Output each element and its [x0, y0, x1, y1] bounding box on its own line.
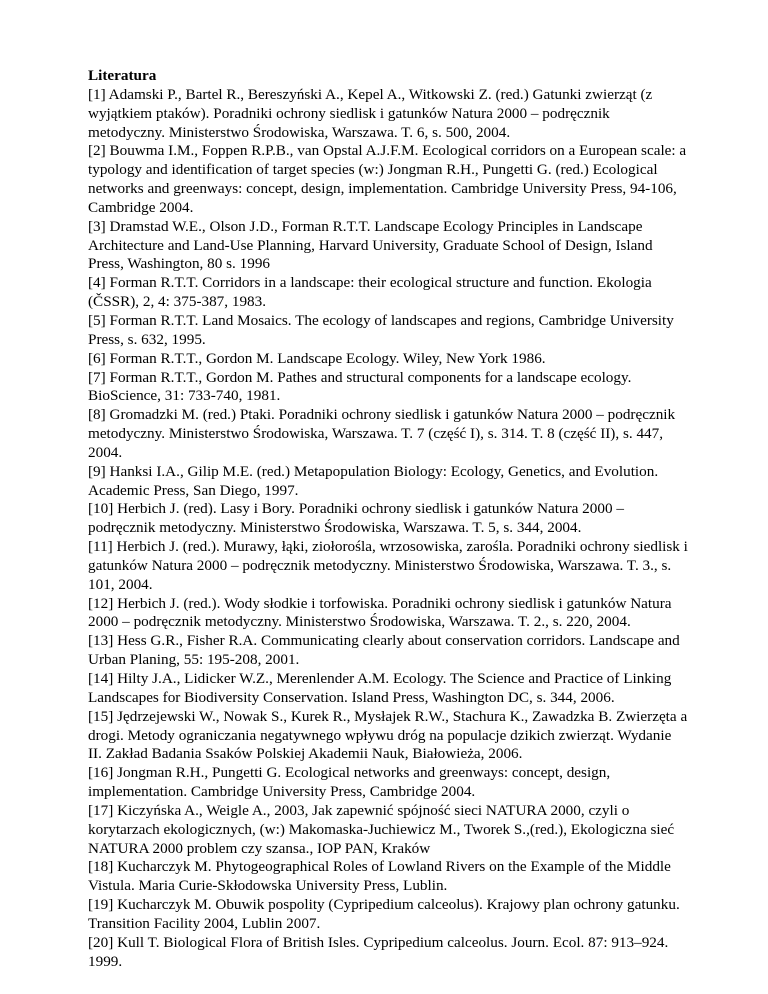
- reference-item-3: [3] Dramstad W.E., Olson J.D., Forman R.T.T. Landscape Ecology Principles in Landscape Architecture and Land-Use Planning, Harvard University, Graduate School of Design, Island Press, Washington, 80 s. 1996: [88, 217, 653, 273]
- reference-item-11: [11] Herbich J. (red.). Murawy, łąki, ziołorośla, wrzosowiska, zarośla. Poradniki ochrony siedlisk i gatunków Natura 2000 – podręcznik metodyczny. Ministerstwo Środowiska, Warszawa. T. 3., s. 101, 2004.: [88, 538, 688, 593]
- reference-item-4: [4] Forman R.T.T. Corridors in a landscape: their ecological structure and function. Ekologia (ČSSR), 2, 4: 375-387, 1983.: [88, 274, 652, 311]
- reference-item-12: [12] Herbich J. (red.). Wody słodkie i torfowiska. Poradniki ochrony siedlisk i gatunków Natura 2000 – podręcznik metodyczny. Ministerstwo Środowiska, Warszawa. T. 2., s. 220, 2004.: [88, 594, 672, 631]
- reference-item-1: [1] Adamski P., Bartel R., Bereszyński A., Kepel A., Witkowski Z. (red.) Gatunki zwierząt (z wyjątkiem ptaków). Poradniki ochrony siedlisk i gatunków Natura 2000 – podręcznik metodyczny. Ministerstwo Środowiska, Warszawa. T. 6, s. 500, 2004.: [88, 85, 653, 141]
- reference-item-9: [9] Hanksi I.A., Gilip M.E. (red.) Metapopulation Biology: Ecology, Genetics, and Evolution. Academic Press, San Diego, 1997.: [88, 462, 659, 499]
- reference-item-20: [20] Kull T. Biological Flora of British Isles. Cypripedium calceolus. Journ. Ecol. 87: 913–924. 1999.: [88, 933, 669, 970]
- reference-item-15: [15] Jędrzejewski W., Nowak S., Kurek R., Mysłajek R.W., Stachura K., Zawadzka B. Zwierzęta a drogi. Metody ograniczania negatywnego wpływu dróg na populacje dzikich zwierząt. Wydanie II. Zakład Badania Ssaków Polskiej Akademii Nauk, Białowieża, 2006.: [88, 707, 688, 763]
- reference-item-6: [6] Forman R.T.T., Gordon M. Landscape Ecology. Wiley, New York 1986.: [88, 349, 546, 367]
- reference-item-16: [16] Jongman R.H., Pungetti G. Ecological networks and greenways: concept, design, implementation. Cambridge University Press, Cambridge 2004.: [88, 764, 611, 801]
- reference-item-13: [13] Hess G.R., Fisher R.A. Communicating clearly about conservation corridors. Landscape and Urban Planing, 55: 195-208, 2001.: [88, 632, 680, 669]
- section-heading: Literatura: [88, 67, 157, 84]
- reference-item-14: [14] Hilty J.A., Lidicker W.Z., Merenlender A.M. Ecology. The Science and Practice of Linking Landscapes for Biodiversity Conservation. Island Press, Washington DC, s. 344, 2006.: [88, 670, 672, 706]
- reference-list: [88, 86, 688, 972]
- reference-item-5: [5] Forman R.T.T. Land Mosaics. The ecology of landscapes and regions, Cambridge University Press, s. 632, 1995.: [88, 311, 674, 348]
- reference-item-7: [7] Forman R.T.T., Gordon M. Pathes and structural components for a landscape ecology. BioScience, 31: 733-740, 1981.: [88, 368, 632, 405]
- reference-item-10: [10] Herbich J. (red). Lasy i Bory. Poradniki ochrony siedlisk i gatunków Natura 2000 – podręcznik metodyczny. Ministerstwo Środowiska, Warszawa. T. 5, s. 344, 2004.: [88, 500, 624, 537]
- document-page: [88, 67, 688, 972]
- reference-item-17: [17] Kiczyńska A., Weigle A., 2003, Jak zapewnić spójność sieci NATURA 2000, czyli o korytarzach ekologicznych, (w:) Makomaska-Juchiewicz M., Tworek S.,(red.), Ekologiczna sieć NATURA 2000 problem czy szansa., IOP PAN, Kraków: [88, 801, 675, 857]
- reference-item-18: [18] Kucharczyk M. Phytogeographical Roles of Lowland Rivers on the Example of the Middle Vistula. Maria Curie-Skłodowska University Press, Lublin.: [88, 858, 671, 895]
- reference-item-8: [8] Gromadzki M. (red.) Ptaki. Poradniki ochrony siedlisk i gatunków Natura 2000 – podręcznik metodyczny. Ministerstwo Środowiska, Warszawa. T. 7 (część I), s. 314. T. 8 (część II), s. 447, 2004.: [88, 406, 676, 461]
- reference-item-19: [19] Kucharczyk M. Obuwik pospolity (Cypripedium calceolus). Krajowy plan ochrony gatunku. Transition Facility 2004, Lublin 2007.: [88, 896, 680, 932]
- reference-item-2: [2] Bouwma I.M., Foppen R.P.B., van Opstal A.J.F.M. Ecological corridors on a European scale: a typology and identification of target species (w:) Jongman R.H., Pungetti G. (red.) Ecological networks and greenways: concept, design, implementation. Cambridge University Press, 94-106, Cambridge 2004.: [88, 142, 687, 216]
